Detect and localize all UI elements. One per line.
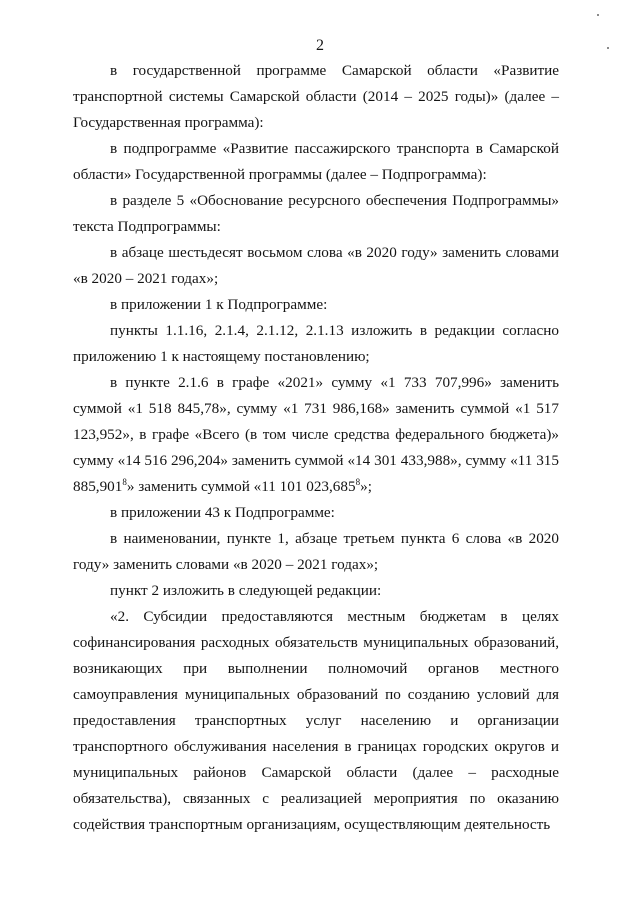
document-body <box>73 58 559 838</box>
paragraph-item-2-1-6 <box>73 370 559 500</box>
item-2-1-6-text-b: » заменить суммой «11 101 023,685 <box>126 478 356 495</box>
paragraph-section-5: в разделе 5 «Обоснование ресурсного обеспечения Подпрограммы» текста Подпрограммы: <box>73 192 559 235</box>
item-2-1-6-text-c: »; <box>360 478 372 495</box>
paragraph-indent-68: в абзаце шестьдесят восьмом слова «в 2020 году» заменить словами «в 2020 – 2021 годах»; <box>73 244 559 287</box>
paragraph-appendix-1: в приложении 1 к Подпрограмме: <box>110 296 328 313</box>
paragraph-name-change: в наименовании, пункте 1, абзаце третьем пункта 6 слова «в 2020 году» заменить словами «в 2020 – 2021 годах»; <box>73 530 559 573</box>
footnote-ref: 8 <box>355 476 361 487</box>
paragraph-appendix-43: в приложении 43 к Подпрограмме: <box>110 504 335 521</box>
paragraph-item-2-intro: пункт 2 изложить в следующей редакции: <box>110 582 382 599</box>
footnote-ref: 8 <box>122 476 127 487</box>
page-number: 2 <box>316 37 324 54</box>
scan-speck <box>597 14 599 16</box>
paragraph-items: пункты 1.1.16, 2.1.4, 2.1.12, 2.1.13 изложить в редакции согласно приложению 1 к настоящему постановлению; <box>73 322 559 365</box>
item-2-1-6-text-a: в пункте 2.1.6 в графе «2021» сумму «1 733 707,996» заменить суммой «1 518 845,78», сумму «1 731 986,168» заменить суммой «1 517 123,952», в графе «Всего (в том числе средства федерального бюджета)» сумму «14 516 296,204» заменить суммой «14 301 433,988», сумму «11 315 885,901 <box>73 374 559 495</box>
paragraph-state-program: в государственной программе Самарской области «Развитие транспортной системы Самарской области (2014 – 2025 годы)» (далее – Государственная программа): <box>73 62 559 131</box>
paragraph-subsidies: «2. Субсидии предоставляются местным бюджетам в целях софинансирования расходных обязательств муниципальных образований, возникающих при выполнении полномочий органов местного самоуправления муниципальных образований по созданию условий для предоставления транспортных услуг населению и организации транспортного обслуживания населения в границах городских округов и муниципальных районов Самарской области (далее – расходные обязательства), связанных с реализацией мероприятия по оказанию содействия транспортным организациям, осуществляющим деятельность <box>73 608 559 833</box>
paragraph-subprogram: в подпрограмме «Развитие пассажирского транспорта в Самарской области» Государственной программы (далее – Подпрограмма): <box>73 140 559 183</box>
